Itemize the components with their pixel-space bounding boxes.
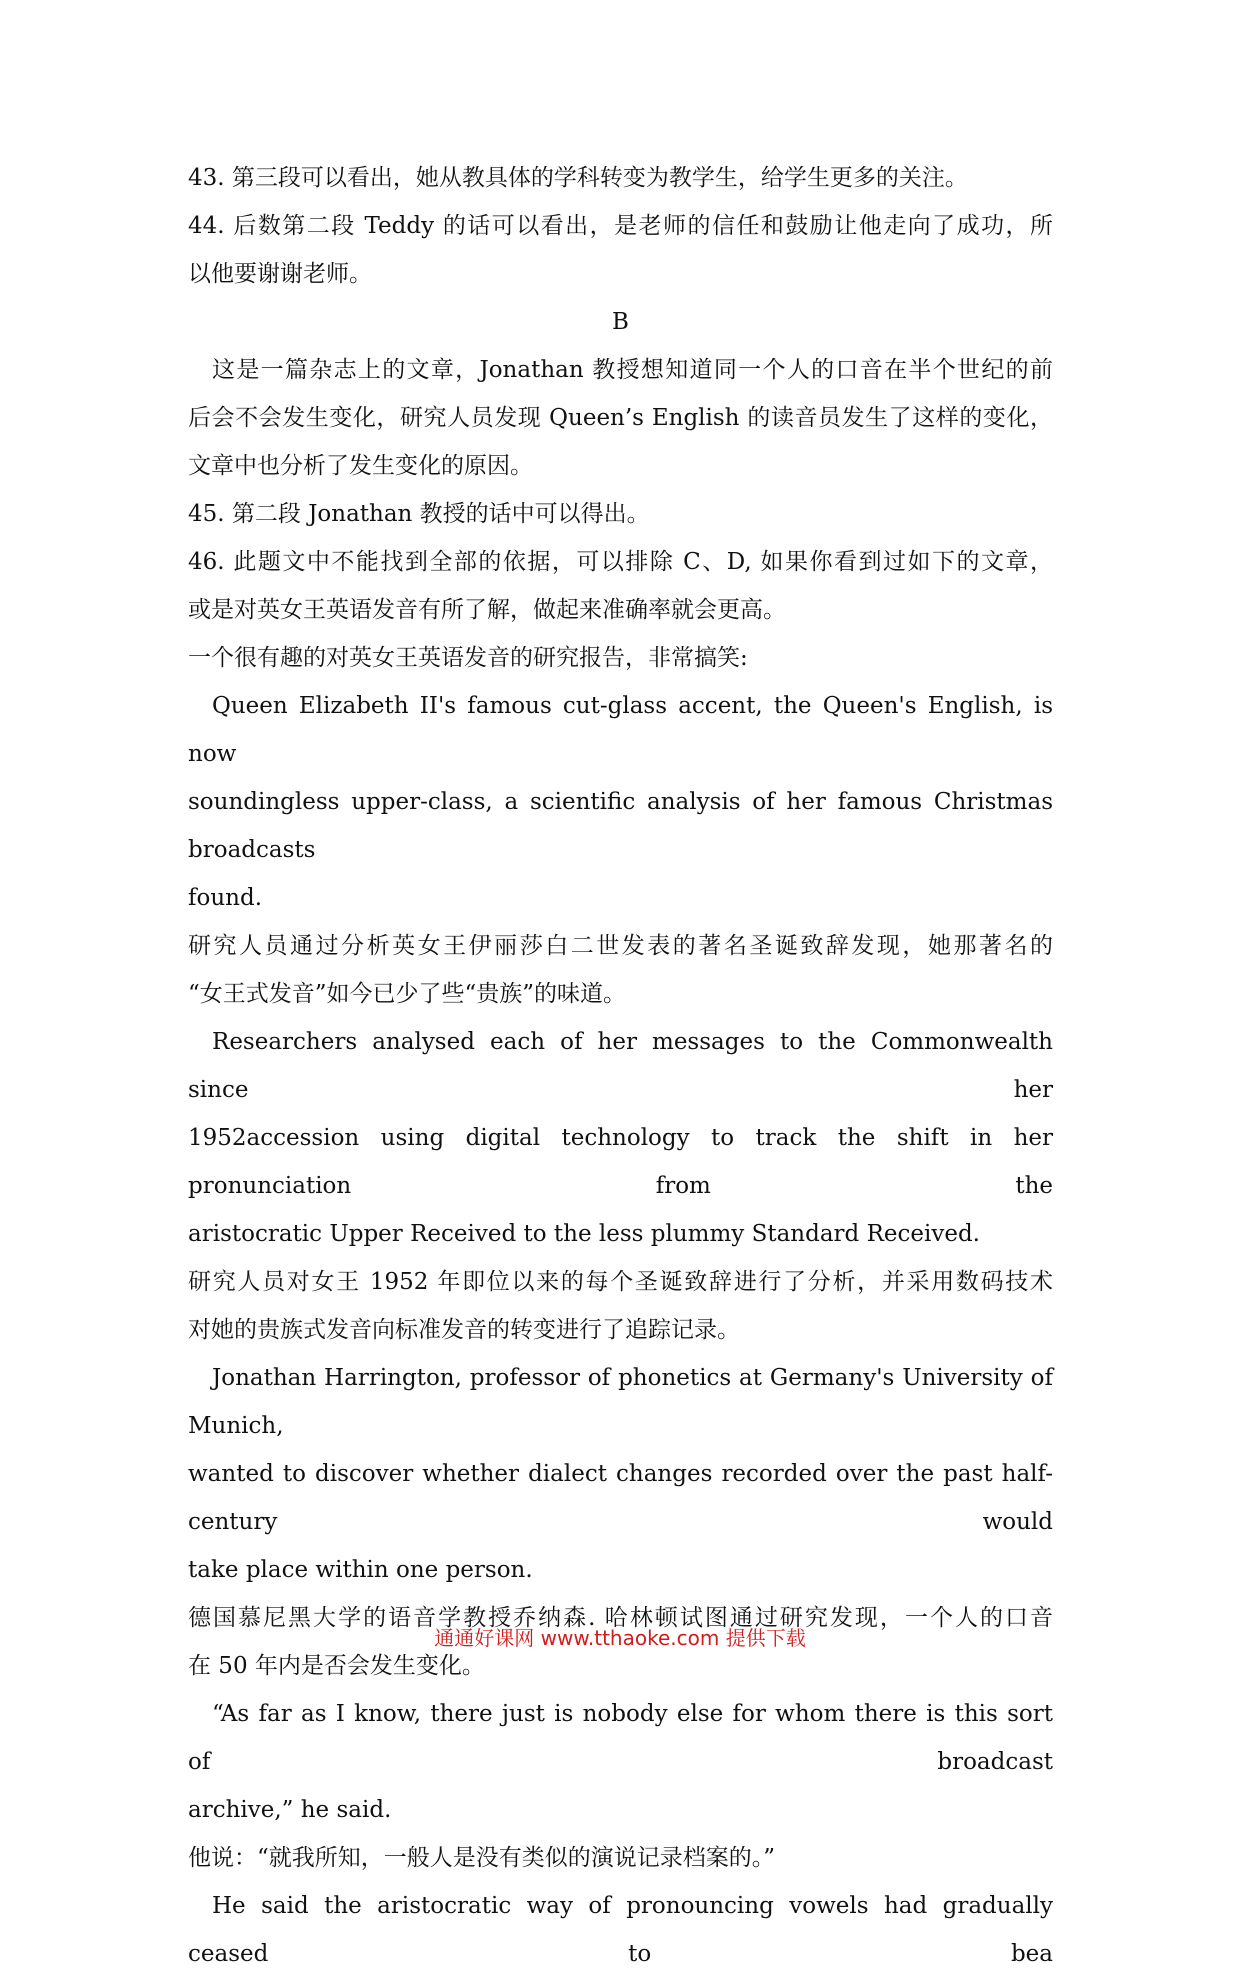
paragraph-line: found.	[188, 885, 263, 911]
document-body	[188, 154, 1053, 1978]
paragraph-line: Researchers analysed each of her messages to the Commonwealth since her	[188, 1029, 1053, 1103]
paragraph-line: 文章中也分析了发生变化的原因。	[188, 453, 533, 479]
paragraph-line: 或是对英女王英语发音有所了解，做起来准确率就会更高。	[188, 597, 786, 623]
paragraph-line: 后会不会发生变化，研究人员发现 Queen’s English 的读音员发生了这样的变化，	[188, 405, 1053, 431]
paragraph-line: 德国慕尼黑大学的语音学教授乔纳森. 哈林顿试图通过研究发现，一个人的口音	[188, 1605, 1053, 1631]
paragraph-line: 43. 第三段可以看出，她从教具体的学科转变为教学生，给学生更多的关注。	[188, 165, 968, 191]
paragraph-line: 研究人员通过分析英女王伊丽莎白二世发表的著名圣诞致辞发现，她那著名的	[188, 933, 1053, 959]
paragraph-line: “As far as I know, there just is nobody else for whom there is this sort of broadcast	[188, 1701, 1053, 1775]
paragraph-line: 在 50 年内是否会发生变化。	[188, 1653, 485, 1679]
footer-text[interactable]: 通通好课网 www.tthaoke.com 提供下载	[434, 1626, 806, 1650]
paragraph-line: 对她的贵族式发音向标准发音的转变进行了追踪记录。	[188, 1317, 740, 1343]
paragraph-line: wanted to discover whether dialect changes recorded over the past half-century would	[188, 1461, 1053, 1535]
paragraph-line: Queen Elizabeth II's famous cut-glass accent, the Queen's English, is now	[188, 693, 1053, 767]
paragraph-line: 44. 后数第二段 Teddy 的话可以看出，是老师的信任和鼓励让他走向了成功，所	[188, 213, 1053, 239]
paragraph-line: He said the aristocratic way of pronouncing vowels had gradually ceased to bea	[188, 1893, 1053, 1967]
paragraph-line: 46. 此题文中不能找到全部的依据，可以排除 C、D, 如果你看到过如下的文章，	[188, 549, 1053, 575]
footer-watermark[interactable]	[0, 1622, 1240, 1651]
paragraph-line: 他说：“就我所知，一般人是没有类似的演说记录档案的。”	[188, 1845, 776, 1871]
paragraph-line: 1952accession using digital technology to track the shift in her pronunciation from the	[188, 1125, 1053, 1199]
paragraph-line: 研究人员对女王 1952 年即位以来的每个圣诞致辞进行了分析，并采用数码技术	[188, 1269, 1053, 1295]
paragraph-line: soundingless upper-class, a scientific analysis of her famous Christmas broadcasts	[188, 789, 1053, 863]
paragraph-line: “女王式发音”如今已少了些“贵族”的味道。	[188, 981, 627, 1007]
paragraph-line: archive,” he said.	[188, 1797, 392, 1823]
paragraph-line: 这是一篇杂志上的文章，Jonathan 教授想知道同一个人的口音在半个世纪的前	[212, 357, 1053, 383]
paragraph-line: take place within one person.	[188, 1557, 533, 1583]
paragraph-line: Jonathan Harrington, professor of phonetics at Germany's University of Munich,	[188, 1365, 1053, 1439]
paragraph-line: 一个很有趣的对英女王英语发音的研究报告，非常搞笑:	[188, 645, 748, 671]
paragraph-line: 45. 第二段 Jonathan 教授的话中可以得出。	[188, 501, 650, 527]
paragraph-line: 以他要谢谢老师。	[188, 261, 372, 287]
section-heading: B	[612, 309, 629, 335]
paragraph-line: aristocratic Upper Received to the less plummy Standard Received.	[188, 1221, 980, 1247]
